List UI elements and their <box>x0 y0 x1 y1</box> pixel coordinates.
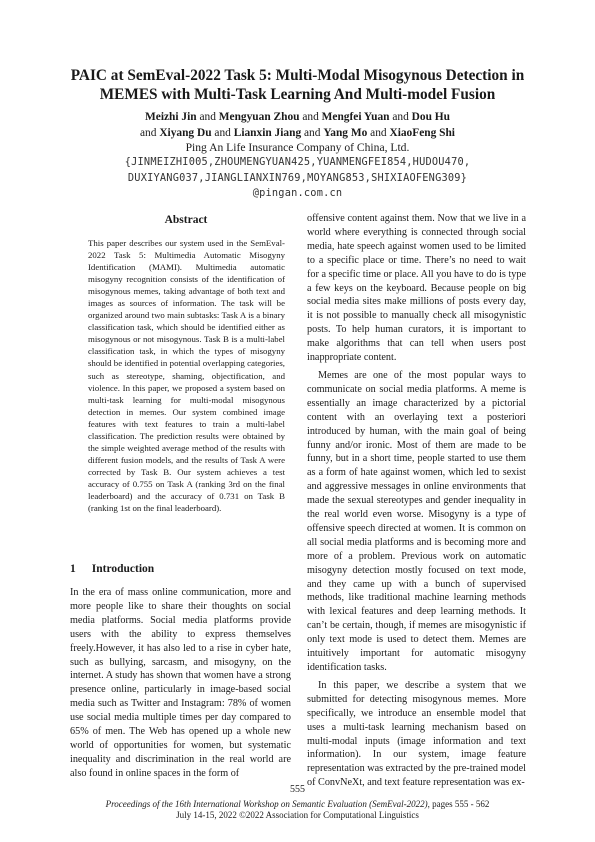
page-footer <box>40 799 555 821</box>
author-name: Xiyang Du <box>159 126 212 139</box>
email-line: DUXIYANG037,JIANGLIANXIN769,MOYANG853,SHIXIAOFENG309} <box>127 171 468 184</box>
authors-row-2 <box>40 126 555 142</box>
author-name: Yang Mo <box>323 126 368 139</box>
email-domain: @pingan.com.cn <box>252 187 343 200</box>
section-heading <box>70 563 154 575</box>
author-list <box>40 110 555 141</box>
section-title: Introduction <box>91 563 155 575</box>
author-name: Meizhi Jin <box>145 111 197 123</box>
abstract-heading: Abstract <box>164 214 208 226</box>
author-name: XiaoFeng Shi <box>389 126 455 139</box>
footer-line-2: July 14-15, 2022 ©2022 Association for Computational Linguistics <box>176 810 419 820</box>
footer-line-1 <box>40 799 555 810</box>
page-number: 555 <box>290 784 305 795</box>
author-separator: and <box>304 126 321 139</box>
paper-title: PAIC at SemEval-2022 Task 5: Multi-Modal Misogynous Detection in MEMES with Multi-Task Learning And Multi-model Fusion <box>70 67 525 103</box>
author-separator: and <box>214 126 231 139</box>
proceedings-title: Proceedings of the 16th International Workshop on Semantic Evaluation (SemEval-2022) <box>105 799 428 809</box>
author-separator: and <box>302 111 319 123</box>
author-separator: and <box>370 126 387 139</box>
paragraph: In this paper, we describe a system that we submitted for detecting misogynous memes. More specifically, we introduce an ensemble model that uses a multi-task learning mechanism based on multi-modal inputs (image information and text information). In our system, image feature representation was extracted by the pre-trained model of ConvNeXt, and text feature representation was ex- <box>307 679 526 789</box>
author-separator: and <box>199 111 216 123</box>
email-line: {JINMEIZHI005,ZHOUMENGYUAN425,YUANMENGFEI854,HUDOU470, <box>124 156 471 168</box>
right-column <box>307 212 526 790</box>
paragraph: offensive content against them. Now that we live in a world where everything is connected through social media, hate speech against women used to be limited to a specific place or time. There’s no need to wait for a specific time or place. All you have to do is type a few keys on the keyboard. Because people on big social media sites make millions of posts every day, it is not possible to manually check all misogynistic posts. To help human curators, it is important to make algorithms that can tell when users post inappropriate content. <box>307 213 526 364</box>
author-name: Dou Hu <box>411 111 450 123</box>
proceedings-pages: , pages 555 - 562 <box>427 799 490 809</box>
section-number: 1 <box>70 563 76 575</box>
author-name: Mengyuan Zhou <box>218 111 300 123</box>
author-name: Lianxin Jiang <box>233 126 302 139</box>
authors-row-1 <box>40 110 555 126</box>
paragraph: Memes are one of the most popular ways to communicate on social media platforms. A meme is essentially an image characterized by a pictorial content with an overlaying text a posteriori introduced by human, with the main goal of being funny and/or ironic. Most of them are made to be funny, but in a short time, people started to use them as a form of hate against women, which led to sexist and aggressive messages in online environments that made the sexual stereotypes and gender inequality in the real world even worse. Misogyny is a type of offensive speech directed at women. It is common on all social media platforms and is becoming more and more of a problem. Previous work on automatic misogyny detection mostly focused on text mode, and they came up with a bunch of supervised methods, like traditional machine learning methods with lexical features and deep learning methods. It can’t be certain, though, if memes are misogynistic if only text mode is used to detect them. Memes are intuitively important for automatic misogyny identification tasks. <box>307 369 526 673</box>
author-separator: and <box>392 111 409 123</box>
author-name: Mengfei Yuan <box>321 111 390 123</box>
abstract-body: This paper describes our system used in the SemEval-2022 Task 5: Multimedia Automatic Misogyny Identification (MAMI). Multimedia automatic misogyny recognition consists of the identification of misogynous memes, taking advantage of both text and images as sources of information. The task will be organized around two main subtasks: Task A is a binary classification task, which should be identified either as misogynous or not misogynous. Task B is a multi-label classification task, in which the types of misogyny should be identified in potential overlapping categories, such as stereotype, shaming, objectification, and violence. In this paper, we proposed a system based on multi-task learning for multi-modal misogynous detection in memes. Our system combined image features with text features to train a multi-label classification. The prediction results were obtained by the simple weighted average method of the results with different fusion models, and the results of Task A were corrected by Task B. Our system achieves a test accuracy of 0.755 on Task A (ranking 3rd on the final leaderboard) and the accuracy of 0.731 on Task B (ranking 1st on the final leaderboard). <box>88 238 285 514</box>
author-separator: and <box>140 126 157 139</box>
author-emails <box>40 155 555 202</box>
affiliation: Ping An Life Insurance Company of China, Ltd. <box>185 141 410 154</box>
introduction-paragraph: In the era of mass online communication, more and more people like to share their thoughts on social media platforms. Social media platforms provide users with the ability to express themselves freely.However, it has also led to a rise in cyber hate, such as bullying, sarcasm, and misogyny, on the internet. A study has shown that women have a strong presence online, particularly in image-based social media such as Twitter and Instagram: 78% of women use social media multiple times per day compared to 65% of men. The Web has opened up a whole new world of opportunities for women, but systematic inequality and discrimination in the real world are also found in online spaces in the form of <box>70 587 291 779</box>
